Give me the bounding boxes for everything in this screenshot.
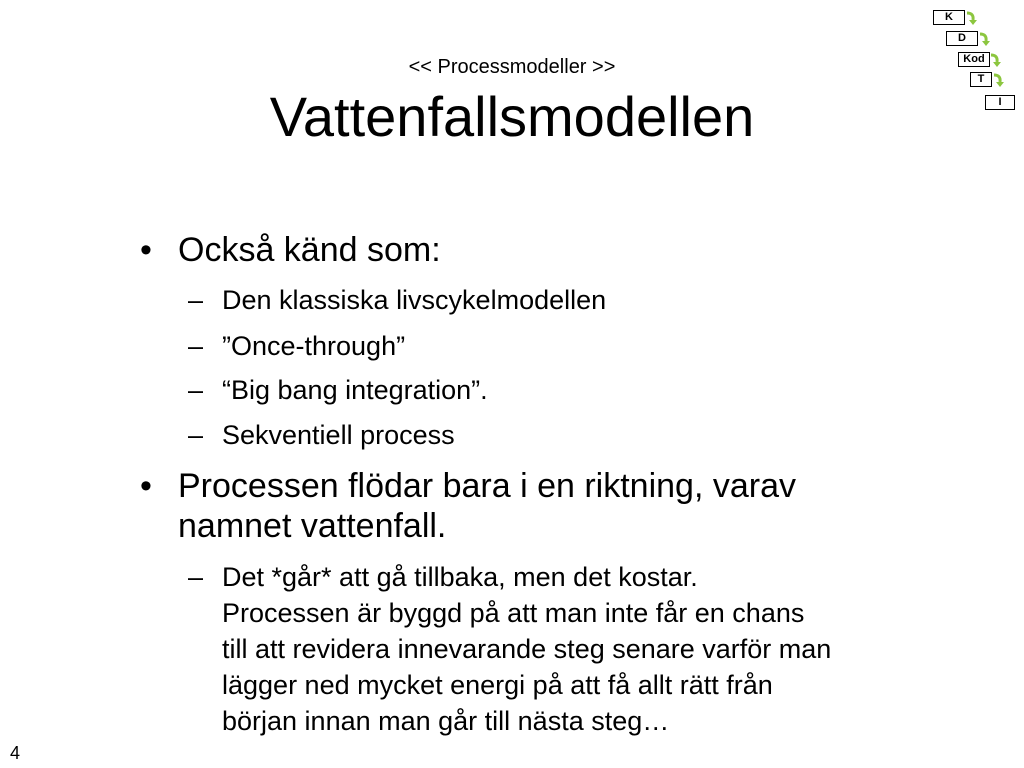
- waterfall-step-i: I: [985, 95, 1015, 110]
- dash-symbol: –: [188, 285, 204, 315]
- dash-symbol: –: [188, 375, 204, 405]
- sub-bullet-text-line: början innan man går till nästa steg…: [222, 706, 670, 736]
- page-subtitle: << Processmodeller >>: [408, 56, 616, 78]
- bullet-text-line: Processen flödar bara i en riktning, varav: [178, 467, 796, 505]
- sub-bullet-text-line: lägger ned mycket energi på att få allt rätt från: [222, 670, 773, 700]
- curved-arrow-icon: [989, 52, 1003, 68]
- curved-arrow-icon: [992, 72, 1006, 88]
- sub-bullet-text: Den klassiska livscykelmodellen: [222, 285, 607, 315]
- bullet-symbol: •: [140, 467, 152, 505]
- waterfall-step-d: D: [946, 31, 978, 46]
- page-number: 4: [10, 743, 21, 763]
- bullet-text: Också känd som:: [178, 231, 441, 269]
- sub-bullet-text-line: Det *går* att gå tillbaka, men det kostar.: [222, 562, 698, 592]
- dash-symbol: –: [188, 331, 204, 361]
- sub-bullet-text-line: Processen är byggd på att man inte får en chans: [222, 598, 805, 628]
- page-title: Vattenfallsmodellen: [269, 85, 755, 148]
- waterfall-icon: [0, 0, 1024, 120]
- dash-symbol: –: [188, 562, 204, 592]
- sub-bullet-text: ”Once-through”: [222, 331, 406, 361]
- sub-bullet-text: Sekventiell process: [222, 420, 455, 450]
- sub-bullet-text-line: till att revidera innevarande steg senare varför man: [222, 634, 832, 664]
- bullet-symbol: •: [140, 231, 152, 269]
- waterfall-step-t: T: [970, 72, 992, 87]
- waterfall-step-k: K: [933, 10, 965, 25]
- curved-arrow-icon: [965, 10, 979, 26]
- bullet-text-line: namnet vattenfall.: [178, 507, 447, 545]
- sub-bullet-text: “Big bang integration”.: [222, 375, 488, 405]
- dash-symbol: –: [188, 420, 204, 450]
- curved-arrow-icon: [978, 31, 992, 47]
- waterfall-step-kod: Kod: [958, 52, 990, 67]
